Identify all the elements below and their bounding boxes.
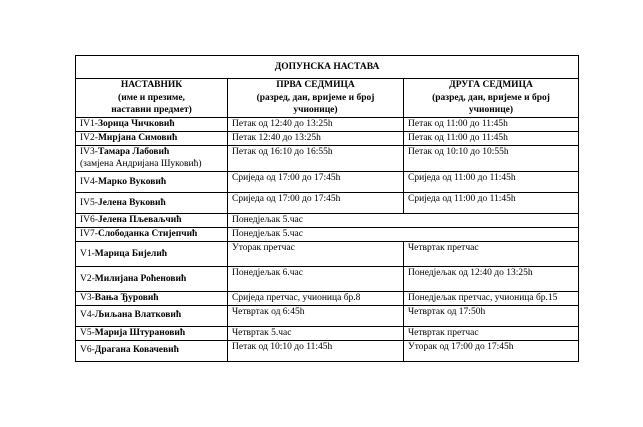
teacher-cell: IV5-Јелена Вуковић (76, 192, 228, 213)
week1-cell: Понедјељак 6.час (228, 266, 404, 291)
week1-cell: Четвртак од 6:45h (228, 305, 404, 326)
teacher-cell: IV1-Зорица Чичковић (76, 117, 228, 131)
teacher-cell: IV2-Мирјана Симовић (76, 131, 228, 145)
table-row (76, 340, 579, 361)
week1-cell: Сриједа претчас, учионица бр.8 (228, 291, 404, 305)
table-row (76, 266, 579, 291)
week1-cell: Петак од 12:40 до 13:25h (228, 117, 404, 131)
table-row (76, 326, 579, 340)
table-title: ДОПУНСКА НАСТАВА (76, 56, 579, 79)
table-row (76, 305, 579, 326)
teacher-cell: IV7-Слободанка Стијепчић (76, 227, 228, 241)
table-row (76, 192, 579, 213)
table-row (76, 241, 579, 266)
week2-cell: Уторак од 17:00 до 17:45h (404, 340, 579, 361)
week1-cell: Петак од 10:10 до 11:45h (228, 340, 404, 361)
week2-cell: Петак од 11:00 до 11:45h (404, 117, 579, 131)
teacher-cell: V1-Марица Бијелић (76, 241, 228, 266)
teacher-cell: V2-Милијана Роћеновић (76, 266, 228, 291)
week2-cell: Понедјељак претчас, учионица бр.15 (404, 291, 579, 305)
merged-week-cell: Понедјељак 5.час (228, 227, 579, 241)
table-row (76, 131, 579, 145)
week2-cell: Четвртак претчас (404, 326, 579, 340)
header-row (76, 79, 579, 118)
week1-cell: Петак од 16:10 до 16:55h (228, 145, 404, 171)
table-row (76, 213, 579, 227)
merged-week-cell: Понедјељак 5.час (228, 213, 579, 227)
week2-cell: Четвртак од 17:50h (404, 305, 579, 326)
week1-cell: Сриједа од 17:00 до 17:45h (228, 192, 404, 213)
teacher-cell: V5-Марија Штурановић (76, 326, 228, 340)
table-row (76, 171, 579, 192)
teacher-cell: V4-Љиљана Влатковић (76, 305, 228, 326)
header-teacher: НАСТАВНИК (име и презиме, наставни предмет) (76, 79, 228, 118)
week2-cell: Четвртак претчас (404, 241, 579, 266)
week2-cell: Петак од 11:00 до 11:45h (404, 131, 579, 145)
week2-cell: Сриједа од 11:00 до 11:45h (404, 171, 579, 192)
header-week-2: ДРУГА СЕДМИЦА (разред, дан, вријеме и број учионице) (404, 79, 579, 118)
week1-cell: Сриједа од 17:00 до 17:45h (228, 171, 404, 192)
week1-cell: Уторак претчас (228, 241, 404, 266)
week2-cell: Сриједа од 11:00 до 11:45h (404, 192, 579, 213)
week1-cell: Четвртак 5.час (228, 326, 404, 340)
week2-cell: Петак од 10:10 до 10:55h (404, 145, 579, 171)
table-row (76, 291, 579, 305)
teacher-cell: IV6-Јелена Пљеваљчић (76, 213, 228, 227)
table-row (76, 145, 579, 171)
header-week-1: ПРВА СЕДМИЦА (разред, дан, вријеме и број учионице) (228, 79, 404, 118)
teacher-cell: V3-Вања Ђуровић (76, 291, 228, 305)
teacher-note: (замјена Андријана Шуковић) (80, 159, 202, 170)
week2-cell: Понедјељак од 12:40 до 13:25h (404, 266, 579, 291)
supplementary-classes-table (75, 55, 579, 362)
table-row (76, 117, 579, 131)
teacher-cell: IV4-Марко Вуковић (76, 171, 228, 192)
week1-cell: Петак 12:40 до 13:25h (228, 131, 404, 145)
teacher-cell: IV3-Тамара Лабовић (замјена Андријана Шуковић) (76, 145, 228, 171)
table-row (76, 227, 579, 241)
teacher-cell: V6-Драгана Ковачевић (76, 340, 228, 361)
